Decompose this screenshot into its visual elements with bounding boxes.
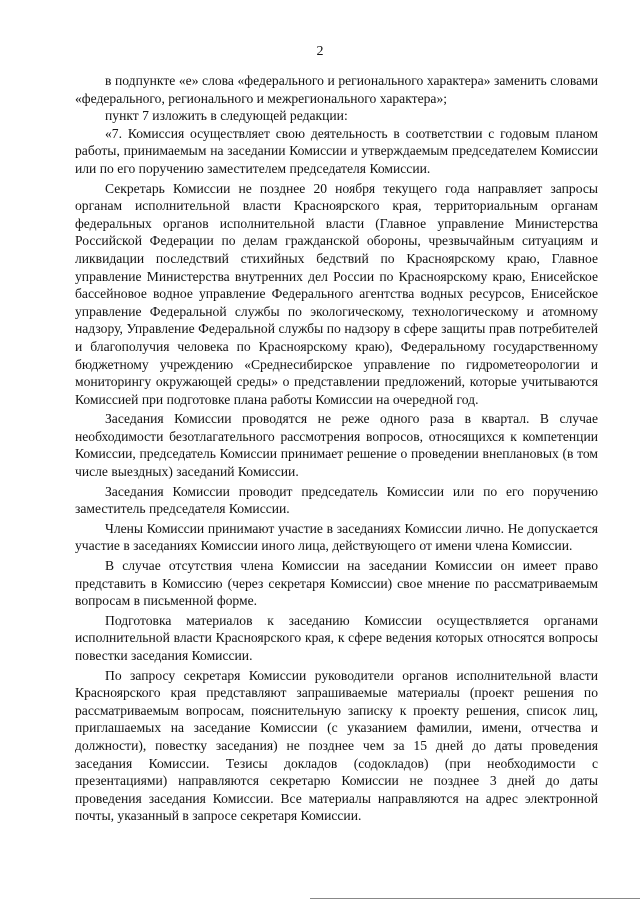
paragraph-meeting-frequency: Заседания Комиссии проводятся не реже одного раза в квартал. В случае необходимости безотлагательного рассмотрения вопросов, относящихся к компетенции Комиссии, председатель Комиссии принимает решение о проведении внеплановых (в том числе выездных) заседаний Комиссии. <box>75 411 598 480</box>
paragraph-personal-participation: Члены Комиссии принимают участие в заседаниях Комиссии лично. Не допускается участие в заседаниях Комиссии иного лица, действующего от имени члена Комиссии. <box>75 520 598 554</box>
document-body <box>75 72 598 825</box>
paragraph-materials-submission: По запросу секретаря Комиссии руководители органов исполнительной власти Красноярского края представляют запрашиваемые материалы (проект решения по рассматриваемым вопросам, пояснительную записку к проекту решения, список лиц, приглашаемых на заседание Комиссии (с указанием фамилии, имени, отчества и должности), повестку заседания) не позднее чем за 15 дней до даты проведения заседания Комиссии. Тезисы докладов (содокладов) (при необходимости с презентациями) направляются секретарю Комиссии не позднее 3 дней до даты проведения заседания Комиссии. Все материалы направляются на адрес электронной почты, указанный в запросе секретаря Комиссии. <box>75 667 598 824</box>
paragraph-absence-opinion: В случае отсутствия члена Комиссии на заседании Комиссии он имеет право представить в Комиссию (через секретаря Комиссии) свое мнение по рассматриваемым вопросам в письменной форме. <box>75 558 598 609</box>
paragraph-materials-preparation: Подготовка материалов к заседанию Комиссии осуществляется органами исполнительной власти Красноярского края, к сфере ведения которых относятся вопросы повестки заседания Комиссии. <box>75 612 598 663</box>
paragraph-item7-plan: «7. Комиссия осуществляет свою деятельность в соответствии с годовым планом работы, принимаемым на заседании Комиссии и утверждаемым председателем Комиссии или по его поручению заместителем председателя Комиссии. <box>75 125 598 176</box>
paragraph-amendment-e: в подпункте «е» слова «федерального и регионального характера» заменить словами «федерального, регионального и межрегионального характера»; <box>75 73 598 106</box>
scan-edge-line <box>310 898 640 899</box>
paragraph-secretary-requests: Секретарь Комиссии не позднее 20 ноября текущего года направляет запросы органам исполнительной власти Красноярского края, территориальным органам федеральных органов исполнительной власти (Главное управление Министерства Российской Федерации по делам гражданской обороны, чрезвычайным ситуациям и ликвидации последствий стихийных бедствий по Красноярскому краю, Главное управление Министерства внутренних дел России по Красноярскому краю, Енисейское бассейновое водное управление Федерального агентства водных ресурсов, Енисейское управление Федеральной службы по экологическому, технологическому и атомному надзору, Управление Федеральной службы по надзору в сфере защиты прав потребителей и благополучия человека по Красноярскому краю), Федеральному государственному бюджетному учреждению «Среднесибирское управление по гидрометеорологии и мониторингу окружающей среды» о представлении предложений, которые учитываются Комиссией при подготовке плана работы Комиссии на очередной год. <box>75 180 598 407</box>
paragraph-item7-intro: пункт 7 изложить в следующей редакции: <box>105 108 348 124</box>
paragraph-meeting-chair: Заседания Комиссии проводит председатель Комиссии или по его поручению заместитель председателя Комиссии. <box>75 483 598 517</box>
page-number: 2 <box>316 44 324 59</box>
